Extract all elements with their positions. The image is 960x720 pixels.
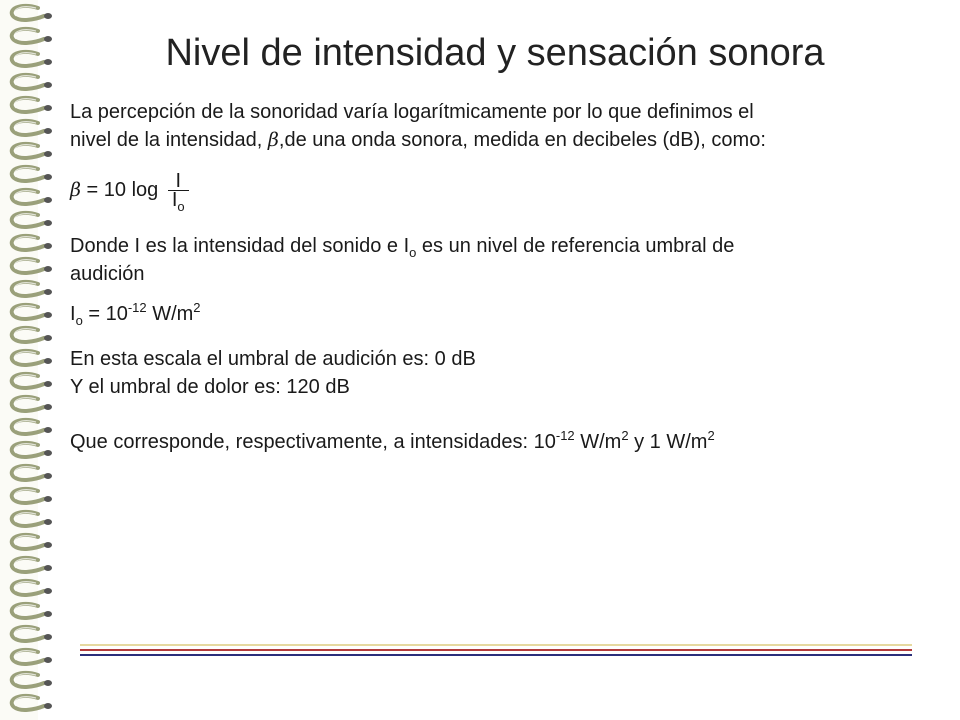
where-subscript: o bbox=[409, 245, 417, 260]
spiral-spine bbox=[0, 0, 38, 720]
beta-symbol: β bbox=[267, 129, 279, 151]
where-line-1 bbox=[70, 232, 734, 260]
scale-line-2: Y el umbral de dolor es: 120 dB bbox=[70, 376, 350, 398]
footer-rule-bottom bbox=[80, 654, 912, 656]
page-title: Nivel de intensidad y sensación sonora bbox=[165, 32, 825, 74]
formula-fraction bbox=[168, 170, 189, 214]
formula-lhs: = 10 log bbox=[80, 178, 164, 201]
ref-equals: = 10 bbox=[82, 303, 128, 325]
ref-subscript: o bbox=[75, 313, 83, 328]
ref-exponent: -12 bbox=[127, 300, 147, 315]
intro-line-1: La percepción de la sonoridad varía logarítmicamente por lo que definimos el bbox=[70, 101, 754, 123]
intensities-unit-1: W/m bbox=[574, 431, 622, 453]
intro-line-2 bbox=[70, 126, 766, 154]
intensities-exp-3: 2 bbox=[707, 428, 715, 443]
where-line-1-start: Donde I es la intensidad del sonido e I bbox=[70, 235, 410, 257]
intensities-start: Que corresponde, respectivamente, a intensidades: 10 bbox=[70, 431, 556, 453]
intensities-exp-1: -12 bbox=[555, 428, 575, 443]
ref-symbol: I bbox=[70, 303, 76, 325]
intensities-exp-2: 2 bbox=[621, 428, 629, 443]
formula-denominator-symbol: I bbox=[171, 189, 178, 211]
intensities-second: y 1 W/m bbox=[628, 431, 708, 453]
notebook-spiral-binding bbox=[0, 0, 70, 720]
formula-numerator: I bbox=[168, 172, 189, 191]
ref-unit-exponent: 2 bbox=[193, 300, 201, 315]
intro-line-2-start: nivel de la intensidad, bbox=[70, 129, 268, 151]
where-line-1-end: es un nivel de referencia umbral de bbox=[416, 235, 735, 257]
reference-intensity bbox=[70, 300, 201, 328]
intro-line-2-end: ,de una onda sonora, medida en decibeles (dB), como: bbox=[278, 129, 766, 151]
footer-rule-top bbox=[80, 644, 912, 646]
where-line-2: audición bbox=[70, 263, 145, 285]
intensities-line bbox=[70, 428, 715, 456]
formula-denominator bbox=[168, 189, 189, 214]
scale-line-1: En esta escala el umbral de audición es: 0 dB bbox=[70, 348, 476, 370]
footer-rule-middle bbox=[80, 649, 912, 651]
formula-denominator-subscript: o bbox=[177, 199, 185, 214]
formula-beta-symbol: β bbox=[70, 178, 81, 201]
decibel-formula bbox=[70, 170, 189, 214]
ref-unit: W/m bbox=[146, 303, 194, 325]
